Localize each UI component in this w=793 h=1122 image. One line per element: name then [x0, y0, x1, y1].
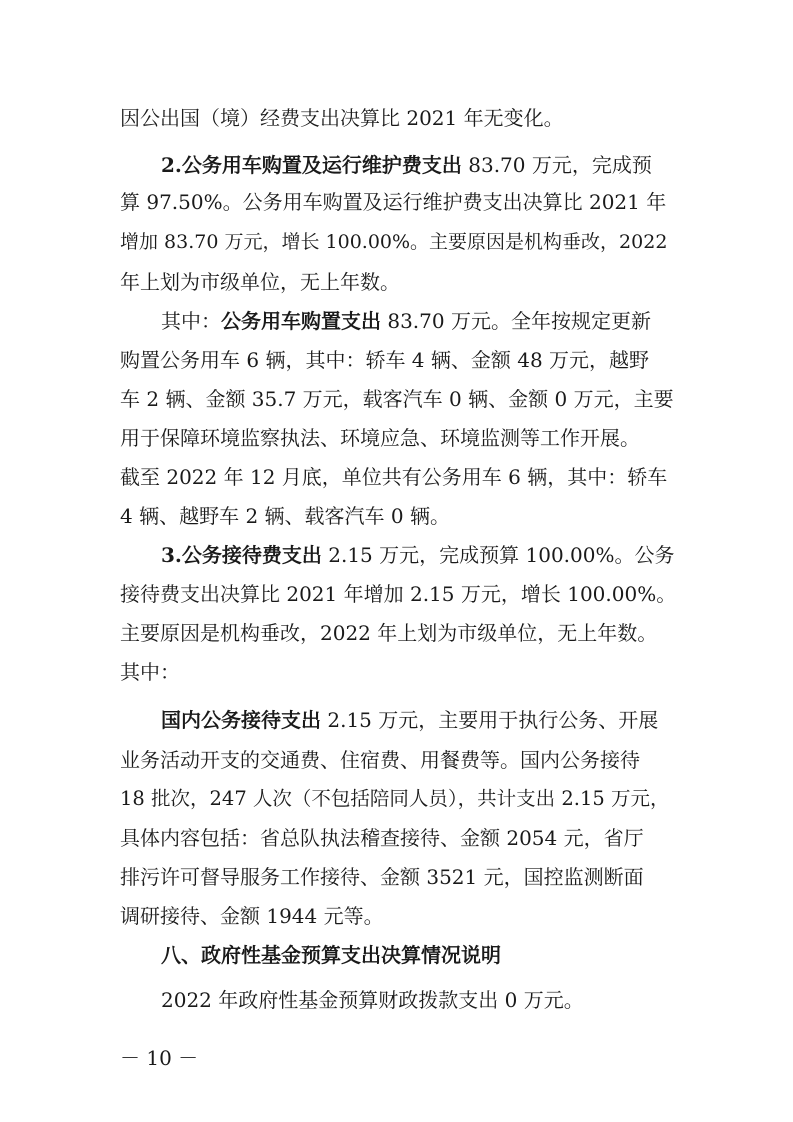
text-line [161, 311, 651, 331]
text-line [120, 467, 667, 487]
text-span: 具体内容包括：省总队执法稽查接待、金额 2054 元，省厅 [120, 826, 644, 850]
text-line [161, 545, 674, 565]
text-span: 2.15 万元，完成预算 100.00%。公务 [321, 543, 675, 567]
text-span: 购置公务用车 6 辆，其中：轿车 4 辆、金额 48 万元，越野 [120, 348, 650, 372]
text-span: 调研接待、金额 1944 元等。 [120, 904, 384, 928]
page-number: － 10 － [120, 1046, 199, 1070]
text-line [161, 945, 501, 965]
text-line [120, 389, 674, 409]
text-line [120, 108, 564, 128]
section-heading: 2.公务用车购置及运行维护费支出 [161, 153, 462, 177]
text-span: 截至 2022 年 12 月底，单位共有公务用车 6 辆，其中：轿车 [120, 465, 668, 489]
text-span: 车 2 辆、金额 35.7 万元，载客汽车 0 辆、金额 0 万元，主要 [120, 387, 674, 411]
text-line [120, 506, 450, 526]
text-span: 其中： [161, 309, 221, 333]
text-span: 算 97.50%。公务用车购置及运行维护费支出决算比 2021 年 [120, 190, 667, 214]
section-heading: 3.公务接待费支出 [161, 543, 322, 567]
text-span: 其中： [120, 660, 180, 684]
text-span: 排污许可督导服务工作接待、金额 3521 元，国控监测断面 [120, 865, 644, 889]
text-span: 业务活动开支的交通费、住宿费、用餐费等。国内公务接待 [120, 748, 640, 772]
text-line [120, 428, 640, 448]
text-span: 83.70 万元。全年按规定更新 [381, 309, 651, 333]
text-line [120, 867, 644, 887]
text-line [120, 192, 666, 212]
text-line [120, 584, 676, 604]
text-span: 用于保障环境监察执法、环境应急、环境监测等工作开展。 [120, 426, 640, 450]
text-span: 18 批次，247 人次（不包括陪同人员），共计支出 2.15 万元， [120, 787, 670, 810]
text-span: 接待费支出决算比 2021 年增加 2.15 万元，增长 100.00%。 [120, 582, 677, 606]
text-span: 83.70 万元，完成预 [461, 153, 652, 177]
section-heading: 公务用车购置支出 [221, 309, 381, 333]
text-span: 2022 年政府性基金预算财政拨款支出 0 万元。 [161, 988, 584, 1012]
text-span: 年上划为市级单位，无上年数。 [120, 270, 400, 294]
text-span: 2.15 万元，主要用于执行公务、开展 [321, 708, 659, 732]
text-line [161, 155, 652, 175]
text-span: 4 辆、越野车 2 辆、载客汽车 0 辆。 [120, 504, 450, 528]
section-heading: 国内公务接待支出 [161, 708, 321, 732]
text-line [120, 350, 649, 370]
text-line [120, 750, 640, 770]
section-heading: 八、政府性基金预算支出决算情况说明 [161, 943, 501, 967]
text-span: 增加 83.70 万元，增长 100.00%。主要原因是机构垂改，2022 [120, 231, 668, 253]
text-line [120, 662, 180, 682]
text-line [120, 789, 670, 809]
text-span: 主要原因是机构垂改，2022 年上划为市级单位，无上年数。 [120, 621, 658, 645]
text-line [120, 906, 384, 926]
text-line [120, 828, 644, 848]
text-line [161, 710, 658, 730]
text-line [120, 233, 667, 252]
text-span: 因公出国（境）经费支出决算比 2021 年无变化。 [120, 106, 564, 130]
text-line [120, 272, 400, 292]
text-line [120, 623, 657, 643]
text-line [161, 990, 584, 1010]
